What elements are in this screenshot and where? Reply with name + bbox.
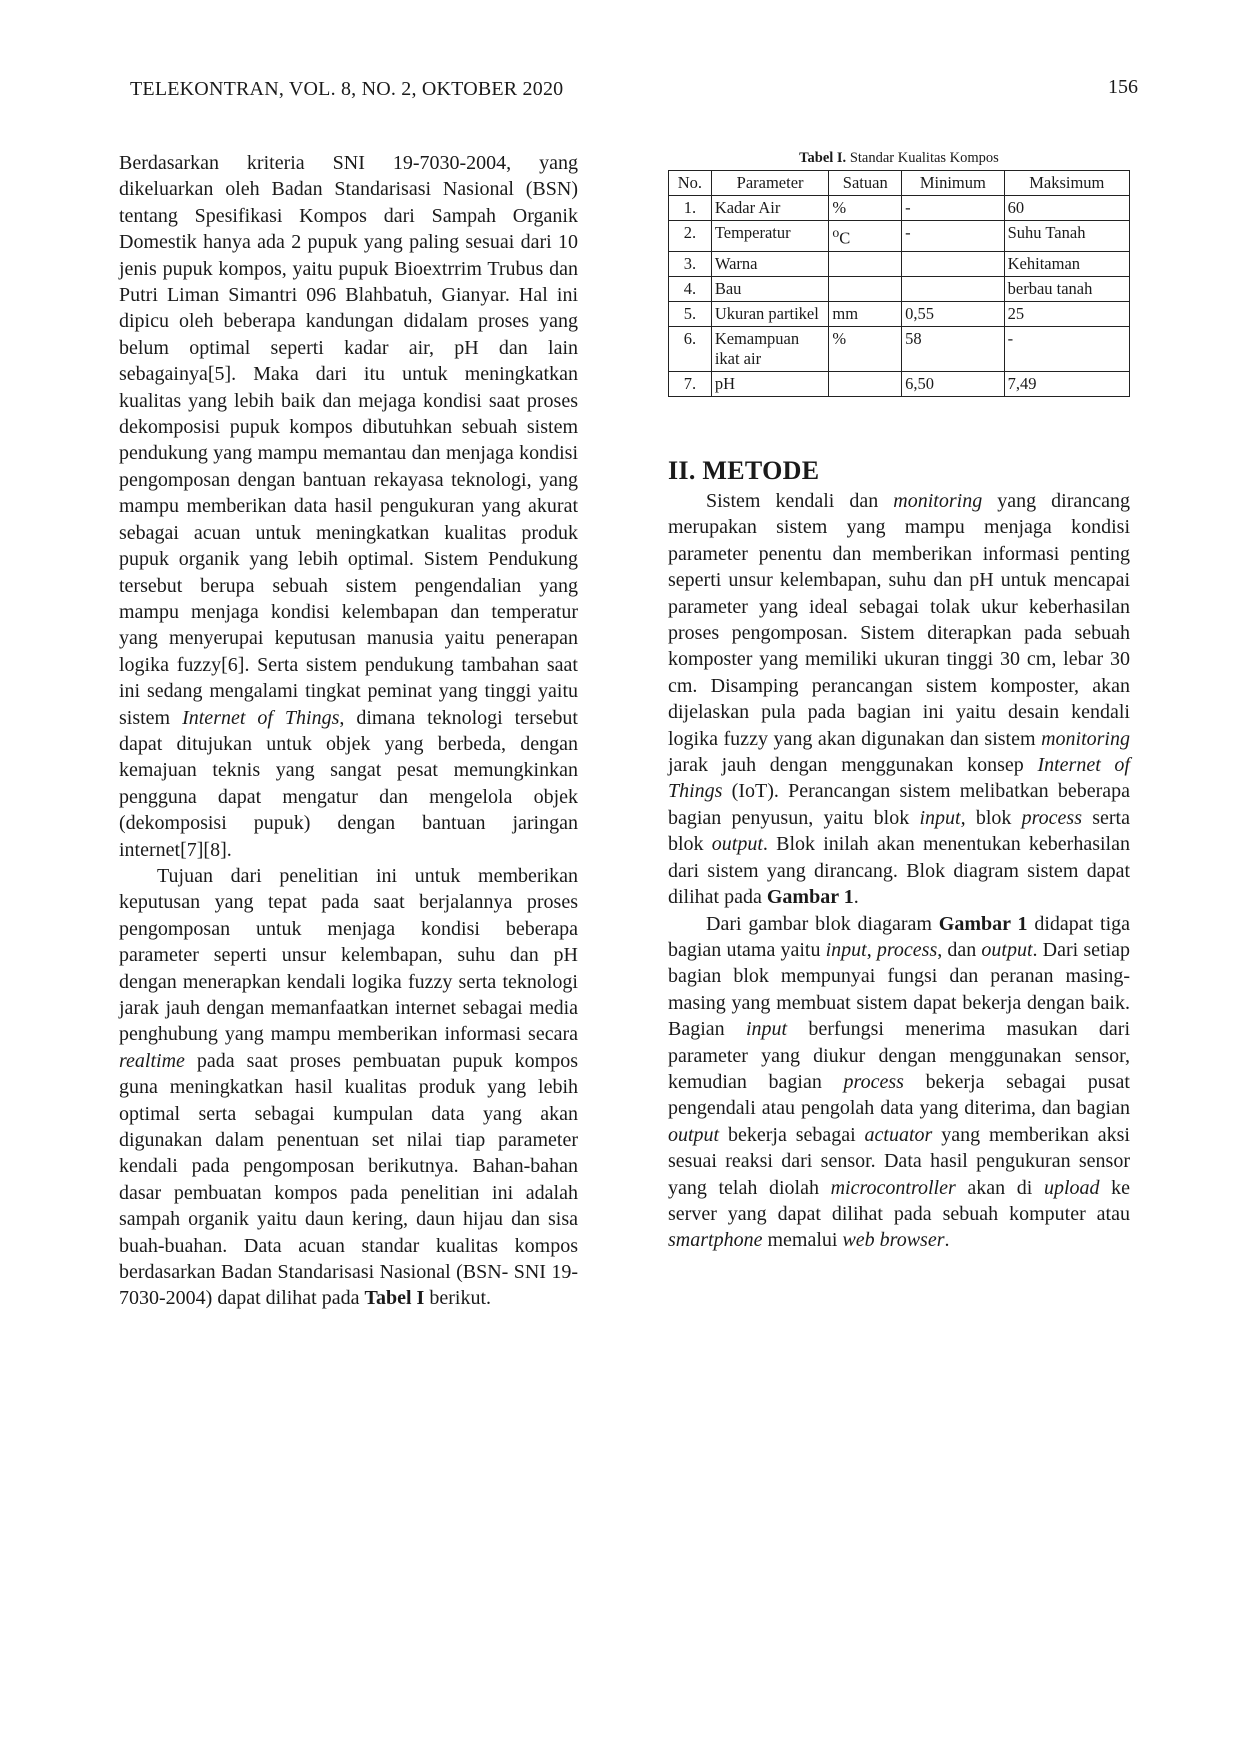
text-run-italic: output xyxy=(981,938,1033,961)
table-cell: - xyxy=(902,196,1005,221)
table-cell: - xyxy=(902,221,1005,252)
text-run-italic: output xyxy=(711,833,763,856)
text-run: berikut. xyxy=(424,1287,491,1310)
table-cell xyxy=(902,251,1005,276)
table-cell: 7. xyxy=(669,371,712,396)
text-run-italic: microcontroller xyxy=(830,1176,956,1199)
paragraph-method xyxy=(668,488,1130,911)
table-cell: 6,50 xyxy=(902,371,1005,396)
text-run: jarak jauh dengan menggunakan konsep xyxy=(668,754,1038,777)
text-run: memalui xyxy=(762,1229,843,1252)
column-header: No. xyxy=(669,171,712,196)
table-cell: 1. xyxy=(669,196,712,221)
text-run: . Blok inilah akan menentukan keberhasilan dari sistem yang dirancang. Blok diagram sistem dapat dilihat pada xyxy=(668,833,1130,909)
table-cell: Warna xyxy=(711,251,829,276)
section-heading: II. METODE xyxy=(668,456,820,485)
text-run: . xyxy=(853,886,859,909)
column-header: Parameter xyxy=(711,171,829,196)
text-run: . xyxy=(944,1229,950,1252)
right-column xyxy=(668,488,1130,1254)
table-cell: 7,49 xyxy=(1004,371,1129,396)
text-run: serta blok xyxy=(668,806,1130,856)
table-cell: - xyxy=(1004,326,1129,371)
text-run-italic: Internet of Things xyxy=(182,706,340,729)
table-cell: 25 xyxy=(1004,301,1129,326)
table-cell: berbau tanah xyxy=(1004,276,1129,301)
text-run: didapat tiga bagian utama yaitu xyxy=(668,912,1131,961)
table-cell xyxy=(829,276,902,301)
unit-superscript: o xyxy=(832,225,840,240)
paragraph-block-diagram xyxy=(668,911,1130,1254)
text-run-italic: realtime xyxy=(119,1049,185,1072)
text-run: , dimana teknologi tersebut dapat ditujukan untuk objek yang berbeda, dengan kemajuan teknis yang sangat pesat memungkinkan pengguna dapat mengatur dan mengelola objek (dekomposisi pupuk) dengan bantuan jaringan internet[7][8]. xyxy=(119,706,578,861)
text-run-italic: actuator xyxy=(864,1123,933,1146)
table-cell: pH xyxy=(711,371,829,396)
text-run-italic: web browser xyxy=(842,1229,945,1252)
text-run-italic: input xyxy=(745,1018,788,1041)
text-run: Sistem kendali dan xyxy=(706,490,894,512)
table-cell: 0,55 xyxy=(902,301,1005,326)
text-run: ke server yang dapat dilihat pada sebuah komputer atau xyxy=(668,1176,1130,1225)
table-cell: Kemampuan ikat air xyxy=(711,326,829,371)
table-cell: Temperatur xyxy=(711,221,829,252)
text-run: , xyxy=(866,938,877,961)
table-cell: mm xyxy=(829,301,902,326)
running-header: TELEKONTRAN, VOL. 8, NO. 2, OKTOBER 2020 xyxy=(130,78,564,100)
table-cell: Kehitaman xyxy=(1004,251,1129,276)
table-cell: 2. xyxy=(669,221,712,252)
table-cell: Ukuran partikel xyxy=(711,301,829,326)
text-run: Tujuan dari penelitian ini untuk memberikan keputusan yang tepat pada saat berjalannya proses pengomposan untuk menjaga kondisi beberapa parameter seperti unsur kelembapan, suhu dan pH dengan menerapkan kendali logika fuzzy serta teknologi jarak jauh dengan memanfaatkan internet sebagai media penghubung yang mampu memberikan informasi secara xyxy=(119,864,578,1046)
paragraph-background xyxy=(119,150,578,863)
table-cell: Suhu Tanah xyxy=(1004,221,1129,252)
text-run: blok xyxy=(965,806,1022,829)
table-row xyxy=(669,326,1130,371)
text-run-bold: Gambar 1 xyxy=(938,912,1028,935)
text-run: akan di xyxy=(955,1176,1044,1199)
text-run-italic: monitoring xyxy=(893,490,983,512)
table-cell: % xyxy=(829,196,902,221)
text-run-italic: output xyxy=(668,1123,720,1146)
page-number: 156 xyxy=(1108,76,1138,98)
text-run: bekerja sebagai pusat pengendali atau pengolah data yang diterima, dan bagian xyxy=(668,1070,1130,1120)
table-cell: 6. xyxy=(669,326,712,371)
left-column xyxy=(119,150,578,1312)
text-run-italic: process xyxy=(843,1070,904,1093)
table-row xyxy=(669,196,1130,221)
text-run-bold: Gambar 1 xyxy=(766,886,854,909)
text-run-bold: Tabel I xyxy=(364,1287,425,1310)
table-caption-text: Standar Kualitas Kompos xyxy=(846,150,999,166)
text-run: pada saat proses pembuatan pupuk kompos guna meningkatkan hasil kualitas produk yang lebih optimal serta sebagai kumpulan data yang akan digunakan dalam penentuan set nilai tiap parameter kendali pada pengomposan berikutnya. Bahan-bahan dasar pembuatan kompos pada penelitian ini adalah sampah organik yaitu daun kering, daun hijau dan sisa buah-buahan. Data acuan standar kualitas kompos berdasarkan Badan Standarisasi Nasional (BSN- SNI 19-7030-2004) dapat dilihat pada xyxy=(119,1049,578,1310)
paragraph-objective xyxy=(119,863,578,1312)
text-run: yang dirancang merupakan sistem yang mampu menjaga kondisi parameter penentu dan memberikan informasi penting seperti unsur kelembapan, suhu dan pH untuk mencapai parameter yang ideal sebagai tolak ukur keberhasilan proses pengomposan. Sistem diterapkan pada sebuah komposter yang memiliki ukuran tinggi 30 cm, lebar 30 cm. Disamping perancangan sistem komposter, akan dijelaskan pula pada bagian ini yaitu desain kendali logika fuzzy yang akan digunakan dan sistem xyxy=(668,490,1130,750)
table-cell xyxy=(829,251,902,276)
text-run: berfungsi menerima masukan dari parameter yang diukur dengan menggunakan sensor, kemudian bagian xyxy=(668,1018,1131,1093)
table-cell: 4. xyxy=(669,276,712,301)
text-run-italic: input xyxy=(825,938,867,961)
text-run: Berdasarkan kriteria SNI 19-7030-2004, yang dikeluarkan oleh Badan Standarisasi Nasional (BSN) tentang Spesifikasi Kompos dari Sampah Organik Domestik hanya ada 2 pupuk yang paling sesuai dari 10 jenis pupuk kompos, yaitu pupuk Bioextrrim Trubus dan Putri Liman Simantri 096 Blahbatuh, Gianyar. Hal ini dipicu oleh beberapa kandungan didalam proses yang belum optimal seperti kadar air, pH dan lain sebagainya[5]. Maka dari itu untuk meningkatkan kualitas yang lebih baik dan mejaga kondisi saat proses dekomposisi pupuk kompos dibutuhkan sebuah sistem pendukung yang mampu memantau dan menjaga kondisi pengomposan dengan bantuan rekayasa teknologi, yang mampu memberikan data hasil pengukuran yang akurat sebagai acuan untuk meningkatkan kualitas produk pupuk organik yang lebih optimal. Sistem Pendukung tersebut berupa sebuah sistem pengendalian yang mampu menjaga kondisi kelembapan dan temperatur yang menyerupai keputusan manusia yaitu penerapan logika fuzzy[6]. Serta sistem pendukung tambahan saat ini sedang mengalami tingkat peminat yang tinggi yaitu sistem xyxy=(119,152,578,729)
table-header-row xyxy=(669,171,1130,196)
column-header: Satuan xyxy=(829,171,902,196)
table-cell xyxy=(902,276,1005,301)
table-cell: Kadar Air xyxy=(711,196,829,221)
table-cell: 3. xyxy=(669,251,712,276)
text-run: , dan xyxy=(937,938,982,961)
text-run-italic: Internet of Things xyxy=(668,754,1130,803)
text-run-italic: monitoring xyxy=(1041,727,1130,750)
text-run: bekerja sebagai xyxy=(719,1123,865,1146)
table-cell: 60 xyxy=(1004,196,1129,221)
text-run: yang memberikan aksi sesuai reaksi dari sensor. Data hasil pengukuran sensor yang telah diolah xyxy=(668,1123,1130,1199)
table-cell xyxy=(829,371,902,396)
text-run-italic: process xyxy=(876,938,938,961)
text-run-italic: process xyxy=(1021,806,1082,829)
table-cell: $^o$C xyxy=(829,221,902,252)
table-row xyxy=(669,371,1130,396)
table-cell: Bau xyxy=(711,276,829,301)
table-row xyxy=(669,276,1130,301)
text-run-italic: upload xyxy=(1043,1176,1100,1199)
column-header: Maksimum xyxy=(1004,171,1129,196)
table-cell: 58 xyxy=(902,326,1005,371)
table-row xyxy=(669,221,1130,252)
compost-quality-table xyxy=(668,170,1130,397)
text-run: (IoT). Perancangan sistem melibatkan beberapa bagian penyusun, yaitu blok xyxy=(668,780,1130,829)
table-row xyxy=(669,301,1130,326)
table-cell: 5. xyxy=(669,301,712,326)
table-caption-label: Tabel I. xyxy=(799,150,847,166)
text-run-italic: smartphone xyxy=(668,1229,763,1252)
text-run: Dari gambar blok diagaram xyxy=(706,912,939,935)
column-header: Minimum xyxy=(902,171,1005,196)
table-row xyxy=(669,251,1130,276)
text-run-italic: input, xyxy=(919,806,966,829)
table-caption xyxy=(668,150,1130,167)
text-run: . Dari setiap bagian blok mempunyai fungsi dan peranan masing-masing yang membuat sistem dapat bekerja dengan baik. Bagian xyxy=(668,938,1130,1041)
table-cell: % xyxy=(829,326,902,371)
